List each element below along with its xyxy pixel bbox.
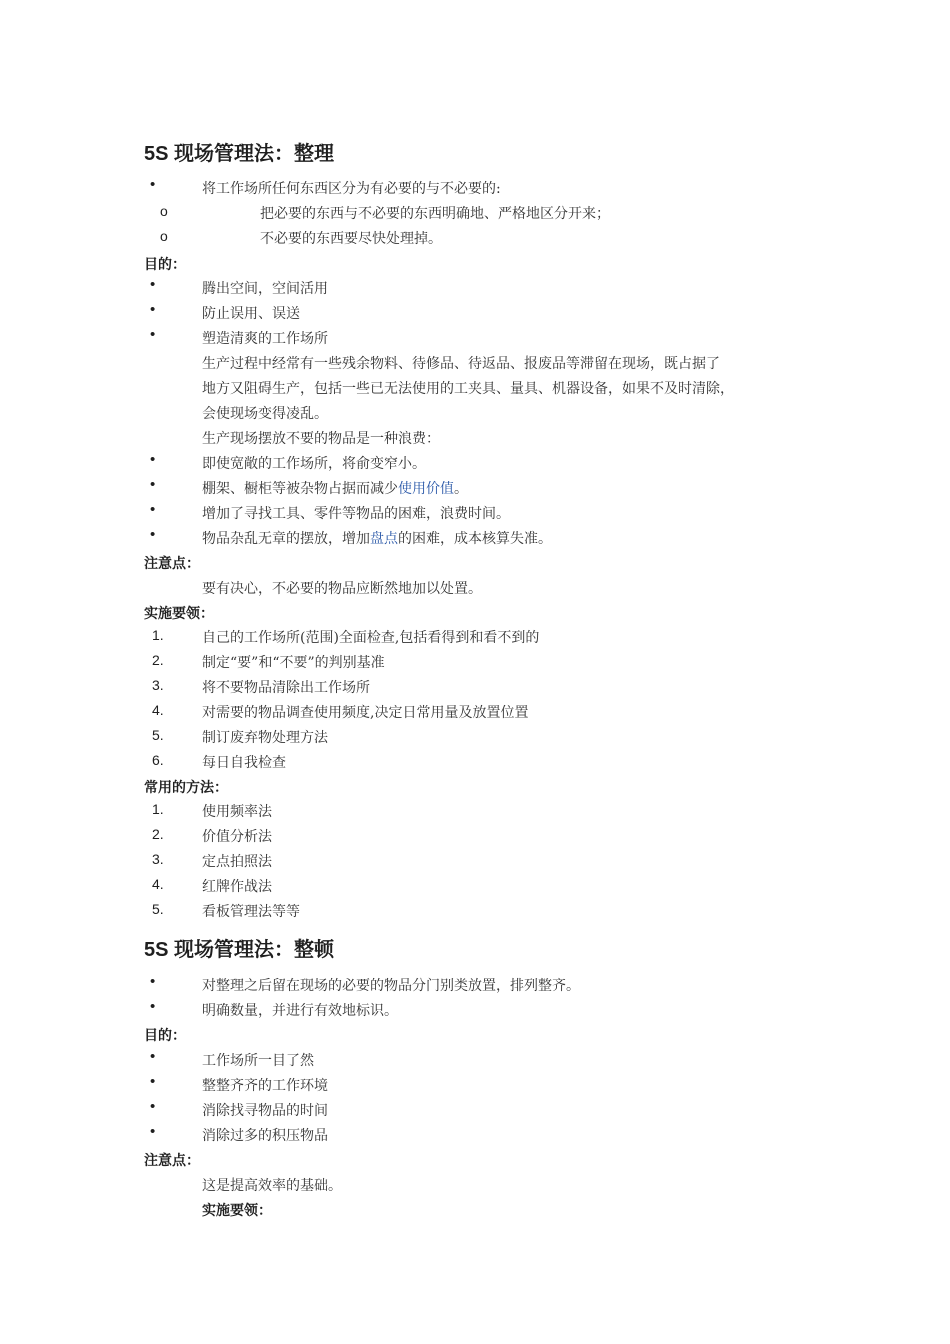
section1-waste-3: 增加了寻找工具、零件等物品的困难，浪费时间。 (202, 506, 510, 522)
paragraph-line (0, 1196, 950, 1221)
section2-title: 5S 现场管理法：整顿 (144, 939, 335, 961)
list-item (0, 822, 950, 847)
inventory-link[interactable]: 盘点 (370, 531, 398, 547)
circle-marker: o (160, 203, 168, 219)
section1-para-2: 地方又阻碍生产，包括一些已无法使用的工夹具、量具、机器设备，如果不及时清除， (202, 381, 734, 397)
number-marker: 4. (152, 876, 164, 892)
list-item (0, 847, 950, 872)
section1-title: 5S 现场管理法：整理 (144, 143, 335, 165)
section1-method-3: 定点拍照法 (202, 854, 272, 870)
section1-step-5: 制订废弃物处理方法 (202, 730, 328, 746)
list-item (0, 1046, 950, 1071)
paragraph-line (0, 424, 950, 449)
bullet-marker: • (150, 998, 156, 1015)
number-marker: 2. (152, 652, 164, 668)
waste-4-text: 物品杂乱无章的摆放，增加 (202, 531, 370, 547)
list-item (0, 199, 950, 224)
section2-steps-label: 实施要领： (202, 1202, 272, 1218)
section1-waste-1: 即使宽敞的工作场所，将俞变窄小。 (202, 456, 426, 472)
list-item (0, 996, 950, 1021)
list-item (0, 324, 950, 349)
section1-waste-2 (202, 478, 468, 498)
bullet-marker: • (150, 176, 156, 193)
section2-intro-1: 对整理之后留在现场的必要的物品分门别类放置，排列整齐。 (202, 978, 580, 994)
circle-marker: o (160, 228, 168, 244)
bullet-marker: • (150, 501, 156, 518)
section1-para-3: 会使现场变得凌乱。 (202, 406, 328, 422)
section1-waste-intro: 生产现场摆放不要的物品是一种浪费： (202, 431, 440, 447)
waste-2-text: 棚架、橱柜等被杂物占据而减少 (202, 481, 398, 497)
list-item (0, 224, 950, 249)
list-item (0, 797, 950, 822)
section2-purpose-label: 目的： (144, 1027, 186, 1043)
number-marker: 1. (152, 801, 164, 817)
section2-purpose-4: 消除过多的积压物品 (202, 1128, 328, 1144)
section1-intro: 将工作场所任何东西区分为有必要的与不必要的: (202, 181, 501, 197)
list-item (0, 623, 950, 648)
paragraph-line (0, 349, 950, 374)
list-item (0, 872, 950, 897)
section2-purpose-1: 工作场所一目了然 (202, 1053, 314, 1069)
section2-intro-2: 明确数量，并进行有效地标识。 (202, 1003, 398, 1019)
list-item (0, 971, 950, 996)
list-item (0, 673, 950, 698)
section1-purpose-2: 防止误用、误送 (202, 306, 300, 322)
list-item (0, 474, 950, 499)
section2-note: 这是提高效率的基础。 (202, 1178, 342, 1194)
number-marker: 2. (152, 826, 164, 842)
list-item (0, 274, 950, 299)
waste-4-end: 的困难，成本核算失准。 (398, 531, 552, 547)
section1-waste-4 (202, 528, 552, 548)
section1-method-5: 看板管理法等等 (202, 904, 300, 920)
paragraph-line (0, 574, 950, 599)
bullet-marker: • (150, 526, 156, 543)
section1-step-6: 每日自我检查 (202, 755, 286, 771)
section1-step-2: 制定“要”和“不要”的判别基准 (202, 655, 385, 671)
section1-note: 要有决心，不必要的物品应断然地加以处置。 (202, 581, 482, 597)
bullet-marker: • (150, 1048, 156, 1065)
list-item (0, 1121, 950, 1146)
section1-method-2: 价值分析法 (202, 829, 272, 845)
paragraph-line (0, 399, 950, 424)
list-item (0, 524, 950, 549)
list-item (0, 299, 950, 324)
section1-step-4: 对需要的物品调查使用频度,决定日常用量及放置位置 (202, 705, 529, 721)
use-value-link[interactable]: 使用价值 (398, 481, 454, 497)
bullet-marker: • (150, 1073, 156, 1090)
list-item (0, 1071, 950, 1096)
list-item (0, 698, 950, 723)
section2-purpose-2: 整整齐齐的工作环境 (202, 1078, 328, 1094)
number-marker: 5. (152, 901, 164, 917)
list-item (0, 648, 950, 673)
bullet-marker: • (150, 326, 156, 343)
bullet-marker: • (150, 1098, 156, 1115)
waste-2-end: 。 (454, 481, 468, 497)
paragraph-line (0, 374, 950, 399)
list-item (0, 174, 950, 199)
section1-step-3: 将不要物品清除出工作场所 (202, 680, 370, 696)
section1-para-1: 生产过程中经常有一些残余物料、待修品、待返品、报废品等滞留在现场，既占据了 (202, 356, 720, 372)
list-item (0, 723, 950, 748)
bullet-marker: • (150, 973, 156, 990)
bullet-marker: • (150, 301, 156, 318)
list-item (0, 449, 950, 474)
list-item (0, 748, 950, 773)
list-item (0, 897, 950, 922)
list-item (0, 1096, 950, 1121)
section1-purpose-label: 目的： (144, 256, 186, 272)
number-marker: 4. (152, 702, 164, 718)
section1-step-1: 自己的工作场所(范围)全面检查,包括看得到和看不到的 (202, 630, 540, 646)
section1-note-label: 注意点： (144, 555, 200, 571)
section1-sub-1: 把必要的东西与不必要的东西明确地、严格地区分开来； (260, 206, 610, 222)
section1-method-1: 使用频率法 (202, 804, 272, 820)
bullet-marker: • (150, 451, 156, 468)
number-marker: 6. (152, 752, 164, 768)
section2-purpose-3: 消除找寻物品的时间 (202, 1103, 328, 1119)
section2-note-label: 注意点： (144, 1152, 200, 1168)
paragraph-line (0, 1171, 950, 1196)
section1-steps-label: 实施要领： (144, 605, 214, 621)
section1-purpose-3: 塑造清爽的工作场所 (202, 331, 328, 347)
number-marker: 3. (152, 677, 164, 693)
bullet-marker: • (150, 276, 156, 293)
bullet-marker: • (150, 476, 156, 493)
section1-sub-2: 不必要的东西要尽快处理掉。 (260, 231, 442, 247)
section1-purpose-1: 腾出空间，空间活用 (202, 281, 328, 297)
bullet-marker: • (150, 1123, 156, 1140)
number-marker: 5. (152, 727, 164, 743)
list-item (0, 499, 950, 524)
number-marker: 1. (152, 627, 164, 643)
number-marker: 3. (152, 851, 164, 867)
section1-methods-label: 常用的方法： (144, 779, 228, 795)
section1-method-4: 红牌作战法 (202, 879, 272, 895)
